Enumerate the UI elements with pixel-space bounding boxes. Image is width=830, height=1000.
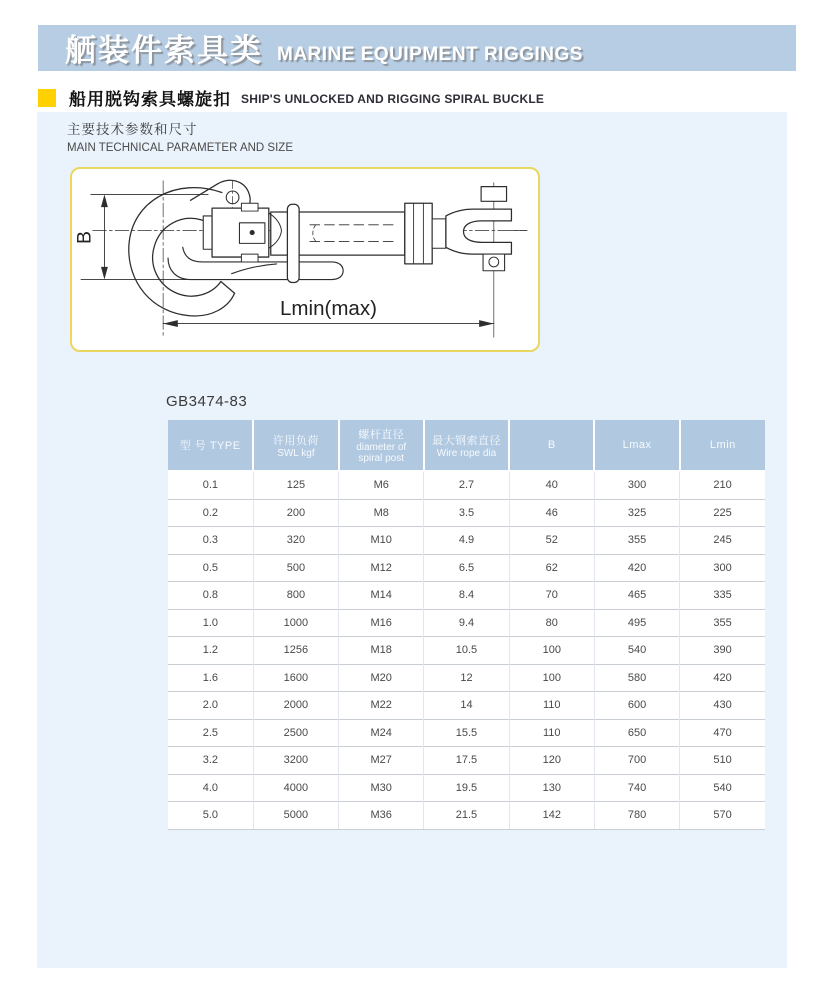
table-cell: 17.5: [424, 747, 509, 775]
table-cell: 14: [424, 692, 509, 720]
clevis-pin-head: [481, 187, 506, 202]
table-cell: 4.0: [168, 774, 253, 802]
table-cell: 225: [680, 499, 765, 527]
table-cell: 4.9: [424, 527, 509, 555]
table-cell: 540: [680, 774, 765, 802]
table-cell: 4000: [253, 774, 338, 802]
table-cell: 2.0: [168, 692, 253, 720]
table-cell: M12: [339, 554, 424, 582]
table-cell: 740: [594, 774, 679, 802]
table-cell: 210: [680, 471, 765, 499]
col-header-b: B: [509, 420, 594, 471]
table-cell: M8: [339, 499, 424, 527]
standard-code-label: GB3474-83: [166, 393, 248, 410]
table-cell: 465: [594, 582, 679, 610]
dim-l-arrow-right: [479, 320, 494, 327]
col-header-spiral-post-diameter: 螺杆直径 diameter of spiral post: [339, 420, 424, 471]
table-cell: M24: [339, 719, 424, 747]
table-cell: 15.5: [424, 719, 509, 747]
table-cell: 5.0: [168, 802, 253, 830]
table-cell: 325: [594, 499, 679, 527]
spec-table: [168, 420, 765, 830]
collar-ring: [287, 204, 299, 282]
table-cell: 700: [594, 747, 679, 775]
dim-l-arrow-left: [163, 320, 178, 327]
table-cell: 62: [509, 554, 594, 582]
spec-table-wrap: [168, 420, 765, 830]
dim-label-b: B: [73, 230, 96, 245]
table-cell: 110: [509, 719, 594, 747]
table-cell: 300: [680, 554, 765, 582]
table-cell: 335: [680, 582, 765, 610]
table-cell: 100: [509, 664, 594, 692]
table-cell: M20: [339, 664, 424, 692]
spec-table-head: [168, 420, 765, 471]
neck: [432, 219, 446, 248]
table-cell: 1.6: [168, 664, 253, 692]
table-cell: M18: [339, 637, 424, 665]
table-cell: 3.2: [168, 747, 253, 775]
block-left-plate: [203, 216, 212, 249]
table-cell: 130: [509, 774, 594, 802]
table-cell: 200: [253, 499, 338, 527]
banner-title-en: MARINE EQUIPMENT RIGGINGS: [277, 44, 583, 65]
table-cell: 9.4: [424, 609, 509, 637]
block-pivot-dot: [250, 230, 255, 235]
table-cell: 100: [509, 637, 594, 665]
table-cell: 500: [253, 554, 338, 582]
table-cell: 6.5: [424, 554, 509, 582]
table-cell: 2.5: [168, 719, 253, 747]
table-cell: 40: [509, 471, 594, 499]
table-cell: M27: [339, 747, 424, 775]
table-cell: M14: [339, 582, 424, 610]
col-header-wire-rope-dia: 最大钢索直径 Wire rope dia: [424, 420, 509, 471]
table-cell: 390: [680, 637, 765, 665]
table-cell: 245: [680, 527, 765, 555]
table-cell: 1000: [253, 609, 338, 637]
table-cell: 650: [594, 719, 679, 747]
latch-jaw-line: [232, 264, 277, 274]
table-cell: 19.5: [424, 774, 509, 802]
table-cell: 1.0: [168, 609, 253, 637]
dim-label-lmin-max: Lmin(max): [279, 296, 377, 320]
table-row: [168, 582, 765, 610]
params-heading-zh: 主要技术参数和尺寸: [67, 122, 198, 137]
table-row: [168, 609, 765, 637]
table-row: [168, 554, 765, 582]
col-header-lmin: Lmin: [680, 420, 765, 471]
table-cell: 0.2: [168, 499, 253, 527]
section-title-en: SHIP'S UNLOCKED AND RIGGING SPIRAL BUCKLE: [241, 92, 545, 106]
table-cell: 570: [680, 802, 765, 830]
table-row: [168, 692, 765, 720]
page-banner: [38, 25, 796, 71]
table-cell: 2500: [253, 719, 338, 747]
table-cell: 510: [680, 747, 765, 775]
table-cell: 125: [253, 471, 338, 499]
table-cell: 420: [680, 664, 765, 692]
table-cell: 580: [594, 664, 679, 692]
dim-b-arrow-bottom: [101, 267, 108, 280]
table-row: [168, 747, 765, 775]
table-row: [168, 499, 765, 527]
table-cell: 110: [509, 692, 594, 720]
technical-drawing-box: [70, 167, 540, 352]
table-cell: 0.1: [168, 471, 253, 499]
clevis-fork: [446, 209, 512, 254]
table-cell: 21.5: [424, 802, 509, 830]
table-cell: 430: [680, 692, 765, 720]
yellow-bullet-square: [38, 89, 56, 107]
table-body: [168, 471, 765, 829]
params-heading-en: MAIN TECHNICAL PARAMETER AND SIZE: [67, 141, 293, 154]
table-cell: 1256: [253, 637, 338, 665]
table-cell: 5000: [253, 802, 338, 830]
table-cell: 495: [594, 609, 679, 637]
col-header-type: 型 号 TYPE: [168, 420, 253, 471]
block-bottom-tab: [241, 254, 258, 262]
col-header-lmax: Lmax: [594, 420, 679, 471]
block-top-tab: [241, 203, 258, 211]
table-cell: 355: [594, 527, 679, 555]
table-row: [168, 664, 765, 692]
table-cell: 80: [509, 609, 594, 637]
table-cell: 142: [509, 802, 594, 830]
table-cell: 8.4: [424, 582, 509, 610]
table-cell: M36: [339, 802, 424, 830]
table-cell: 320: [253, 527, 338, 555]
table-cell: 0.3: [168, 527, 253, 555]
table-cell: 12: [424, 664, 509, 692]
table-cell: 3.5: [424, 499, 509, 527]
table-cell: 70: [509, 582, 594, 610]
table-cell: 600: [594, 692, 679, 720]
turnbuckle-hook-drawing: [72, 169, 538, 350]
table-row: [168, 471, 765, 499]
table-cell: 46: [509, 499, 594, 527]
col-header-swl: 许用负荷 SWL kgf: [253, 420, 338, 471]
table-row: [168, 637, 765, 665]
table-cell: 540: [594, 637, 679, 665]
table-cell: 1600: [253, 664, 338, 692]
hex-nut: [405, 203, 432, 264]
table-cell: 2.7: [424, 471, 509, 499]
table-cell: 0.8: [168, 582, 253, 610]
dim-b-arrow-top: [101, 194, 108, 207]
table-cell: 52: [509, 527, 594, 555]
table-cell: 470: [680, 719, 765, 747]
table-cell: 1.2: [168, 637, 253, 665]
table-row: [168, 774, 765, 802]
table-cell: M6: [339, 471, 424, 499]
table-cell: 355: [680, 609, 765, 637]
table-cell: M10: [339, 527, 424, 555]
section-heading: [38, 85, 544, 110]
table-cell: 800: [253, 582, 338, 610]
table-cell: 3200: [253, 747, 338, 775]
table-row: [168, 802, 765, 830]
hook-tip-cap: [221, 282, 235, 294]
table-cell: 300: [594, 471, 679, 499]
table-cell: 2000: [253, 692, 338, 720]
table-cell: M16: [339, 609, 424, 637]
table-cell: 0.5: [168, 554, 253, 582]
params-heading: [67, 120, 293, 156]
table-row: [168, 719, 765, 747]
section-title-zh: 船用脱钩索具螺旋扣: [69, 90, 231, 109]
table-cell: 780: [594, 802, 679, 830]
table-row: [168, 527, 765, 555]
header-row: [168, 420, 765, 471]
table-cell: 10.5: [424, 637, 509, 665]
table-cell: M22: [339, 692, 424, 720]
table-cell: 120: [509, 747, 594, 775]
table-cell: 420: [594, 554, 679, 582]
table-cell: M30: [339, 774, 424, 802]
banner-title-zh: 舾装件索具类: [65, 33, 263, 68]
